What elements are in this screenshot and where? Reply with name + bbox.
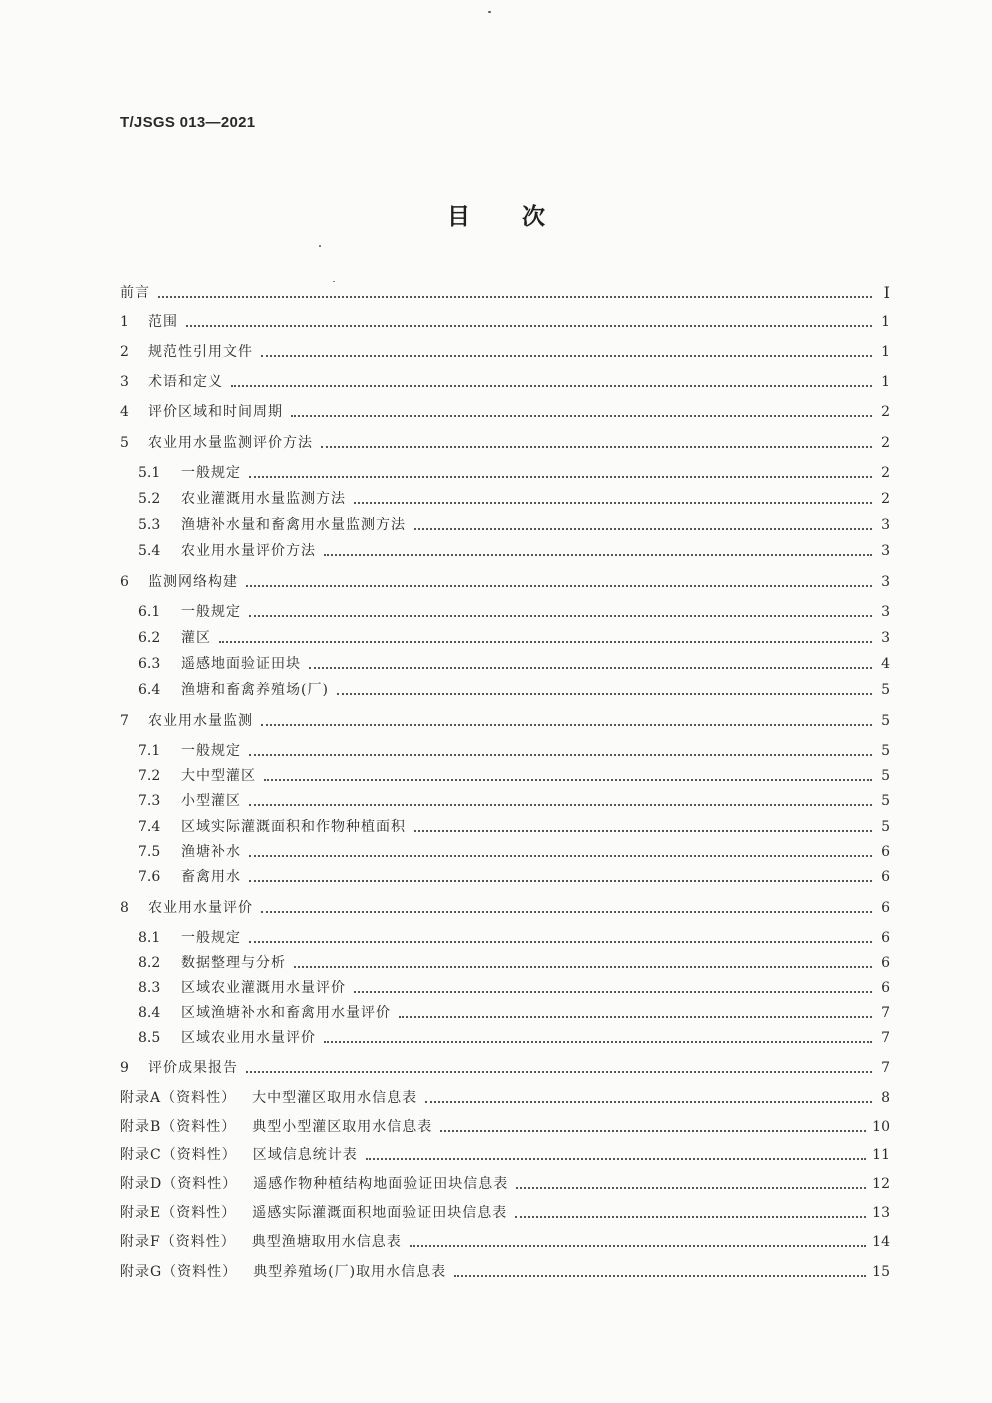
toc-entry-page-number: 5: [881, 743, 890, 759]
toc-entry-page-number: 13: [872, 1205, 890, 1221]
toc-entry[interactable]: [120, 1173, 890, 1195]
toc-entry-number: 附录G（资料性）: [120, 1264, 238, 1280]
toc-entry[interactable]: [138, 816, 890, 838]
toc-entry-label: 农业用水量评价方法: [181, 543, 316, 559]
toc-entry-number: 5.2: [138, 491, 161, 507]
toc-entry-label: 小型灌区: [181, 793, 241, 809]
toc-entry[interactable]: [120, 1144, 890, 1166]
toc-entry-number: 8.4: [138, 1005, 161, 1021]
toc-entry-number: 2: [120, 344, 129, 360]
toc-entry-label: 渔塘补水量和畜禽用水量监测方法: [181, 517, 406, 533]
toc-entry[interactable]: [138, 866, 890, 888]
toc-entry[interactable]: [138, 540, 890, 562]
toc-entry-number: 附录E（资料性）: [120, 1205, 237, 1221]
toc-dot-leader: [410, 1245, 866, 1247]
toc-entry-number: 1: [120, 314, 129, 330]
toc-entry-page-number: 6: [881, 980, 890, 996]
toc-dot-leader: [425, 1101, 872, 1103]
toc-entry-number: 附录B（资料性）: [120, 1119, 237, 1135]
toc-entry-label: 遥感实际灌溉面积地面验证田块信息表: [252, 1205, 508, 1221]
toc-entry[interactable]: [138, 952, 890, 974]
toc-entry[interactable]: [138, 1002, 890, 1024]
toc-entry-label: 畜禽用水: [181, 869, 241, 885]
toc-dot-leader: [366, 1158, 866, 1160]
toc-entry[interactable]: [120, 1087, 890, 1109]
toc-entry[interactable]: [120, 710, 890, 732]
toc-entry-label: 一般规定: [181, 465, 241, 481]
toc-entry-number: 8: [120, 900, 129, 916]
toc-entry[interactable]: [138, 790, 890, 812]
toc-entry-page-number: 3: [881, 517, 890, 533]
toc-entry[interactable]: [138, 627, 890, 649]
toc-entry-label: 区域信息统计表: [252, 1147, 358, 1163]
toc-entry-number: 7: [120, 713, 129, 729]
toc-entry-label: 区域农业灌溉用水量评价: [181, 980, 346, 996]
toc-entry[interactable]: [138, 927, 890, 949]
toc-entry-label: 评价区域和时间周期: [148, 404, 283, 420]
toc-dot-leader: [246, 1071, 872, 1073]
toc-entry-page-number: 2: [881, 491, 890, 507]
toc-dot-leader: [291, 415, 872, 417]
toc-dot-leader: [324, 554, 872, 556]
toc-entry-label: 前言: [120, 285, 150, 301]
toc-entry[interactable]: [138, 740, 890, 762]
scan-speck: [488, 11, 491, 13]
toc-entry-page-number: 1: [881, 374, 890, 390]
toc-entry[interactable]: [120, 897, 890, 919]
toc-entry-label: 农业用水量监测: [148, 713, 253, 729]
toc-entry-number: 6.1: [138, 604, 161, 620]
toc-dot-leader: [246, 585, 872, 587]
toc-entry-label: 区域农业用水量评价: [181, 1030, 316, 1046]
toc-entry[interactable]: [138, 1027, 890, 1049]
toc-entry-page-number: 15: [872, 1264, 890, 1280]
toc-entry-number: 7.5: [138, 844, 161, 860]
toc-dot-leader: [414, 830, 872, 832]
toc-entry-label: 农业用水量监测评价方法: [148, 435, 313, 451]
toc-entry-number: 6: [120, 574, 129, 590]
toc-entry[interactable]: [138, 488, 890, 510]
toc-entry-page-number: 3: [881, 604, 890, 620]
toc-entry[interactable]: [120, 1231, 890, 1253]
toc-entry[interactable]: [138, 977, 890, 999]
toc-entry-number: 5.1: [138, 465, 161, 481]
toc-entry-page-number: 7: [881, 1005, 890, 1021]
toc-entry-number: 7.2: [138, 768, 161, 784]
toc-entry-number: 5.4: [138, 543, 161, 559]
toc-entry[interactable]: [138, 653, 890, 675]
toc-entry-label: 范围: [148, 314, 178, 330]
toc-entry-page-number: 6: [881, 844, 890, 860]
toc-dot-leader: [249, 754, 872, 756]
toc-entry-label: 渔塘和畜禽养殖场(厂): [181, 682, 329, 698]
toc-entry-page-number: 6: [881, 900, 890, 916]
toc-entry-page-number: 1: [881, 344, 890, 360]
toc-entry-page-number: 6: [881, 869, 890, 885]
toc-entry-number: 6.2: [138, 630, 161, 646]
toc-dot-leader: [399, 1016, 872, 1018]
toc-entry-number: 9: [120, 1060, 129, 1076]
toc-entry-label: 区域渔塘补水和畜禽用水量评价: [181, 1005, 391, 1021]
toc-entry-page-number: 14: [872, 1234, 890, 1250]
toc-entry-label: 监测网络构建: [148, 574, 238, 590]
toc-dot-leader: [516, 1187, 866, 1189]
toc-entry-label: 规范性引用文件: [148, 344, 253, 360]
toc-entry-label: 区域实际灌溉面积和作物种植面积: [181, 819, 406, 835]
toc-entry-label: 数据整理与分析: [181, 955, 286, 971]
document-code: T/JSGS 013—2021: [120, 114, 256, 131]
toc-entry-page-number: 2: [881, 435, 890, 451]
toc-dot-leader: [354, 991, 872, 993]
toc-entry-number: 8.1: [138, 930, 161, 946]
toc-title: 目次: [447, 204, 597, 230]
toc-entry-number: 8.3: [138, 980, 161, 996]
toc-entry-page-number: 3: [881, 630, 890, 646]
toc-entry[interactable]: [138, 841, 890, 863]
toc-entry-label: 遥感地面验证田块: [181, 656, 301, 672]
toc-entry-label: 大中型灌区取用水信息表: [252, 1090, 418, 1106]
toc-entry-label: 典型渔塘取用水信息表: [251, 1234, 402, 1250]
toc-entry-page-number: 12: [872, 1176, 890, 1192]
toc-entry-page-number: 7: [881, 1060, 890, 1076]
toc-entry-number: 附录A（资料性）: [120, 1090, 237, 1106]
toc-entry-page-number: 11: [872, 1147, 890, 1163]
toc-entry-label: 典型小型灌区取用水信息表: [252, 1119, 433, 1135]
toc-dot-leader: [515, 1216, 866, 1218]
toc-entry-number: 7.4: [138, 819, 161, 835]
toc-entry-number: 4: [120, 404, 129, 420]
toc-entry-page-number: Ⅰ: [883, 283, 890, 302]
toc-entry-label: 术语和定义: [148, 374, 223, 390]
toc-entry-label: 评价成果报告: [148, 1060, 238, 1076]
toc-dot-leader: [219, 641, 872, 643]
toc-dot-leader: [249, 615, 872, 617]
toc-entry-number: 5: [120, 435, 129, 451]
toc-entry[interactable]: [120, 1116, 890, 1138]
toc-entry-page-number: 7: [881, 1030, 890, 1046]
toc-dot-leader: [231, 385, 872, 387]
toc-entry-number: 7.3: [138, 793, 161, 809]
toc-entry-label: 农业灌溉用水量监测方法: [181, 491, 346, 507]
toc-entry-page-number: 5: [881, 768, 890, 784]
toc-entry-page-number: 2: [881, 404, 890, 420]
toc-entry-label: 一般规定: [181, 930, 241, 946]
toc-entry-page-number: 4: [881, 656, 890, 672]
toc-entry[interactable]: [120, 432, 890, 454]
toc-dot-leader: [158, 296, 872, 298]
toc-dot-leader: [249, 476, 872, 478]
toc-dot-leader: [249, 941, 872, 943]
toc-entry[interactable]: [120, 401, 890, 423]
toc-entry[interactable]: [138, 601, 890, 623]
toc-entry-label: 农业用水量评价: [148, 900, 253, 916]
toc-dot-leader: [261, 911, 872, 913]
toc-entry-page-number: 2: [881, 465, 890, 481]
toc-entry-page-number: 5: [881, 682, 890, 698]
toc-dot-leader: [249, 804, 872, 806]
toc-entry-label: 一般规定: [181, 743, 241, 759]
toc-entry[interactable]: [138, 462, 890, 484]
toc-entry[interactable]: [120, 311, 890, 333]
toc-entry-page-number: 5: [881, 713, 890, 729]
toc-entry-page-number: 1: [881, 314, 890, 330]
toc-dot-leader: [337, 693, 872, 695]
scan-speck: [319, 245, 321, 247]
toc-dot-leader: [294, 966, 872, 968]
toc-dot-leader: [249, 855, 872, 857]
toc-dot-leader: [321, 446, 872, 448]
toc-entry-label: 渔塘补水: [181, 844, 241, 860]
toc-entry-page-number: 5: [881, 793, 890, 809]
toc-entry-number: 7.6: [138, 869, 161, 885]
toc-dot-leader: [440, 1130, 866, 1132]
toc-entry-page-number: 5: [881, 819, 890, 835]
toc-dot-leader: [354, 502, 872, 504]
toc-entry-label: 一般规定: [181, 604, 241, 620]
toc-entry[interactable]: [120, 282, 890, 304]
toc-entry-page-number: 6: [881, 955, 890, 971]
toc-entry-number: 6.3: [138, 656, 161, 672]
toc-entry[interactable]: [120, 341, 890, 363]
toc-entry[interactable]: [120, 1202, 890, 1224]
toc-entry-number: 3: [120, 374, 129, 390]
toc-entry[interactable]: [120, 371, 890, 393]
toc-entry[interactable]: [120, 571, 890, 593]
toc-entry-number: 7.1: [138, 743, 161, 759]
toc-entry-page-number: 6: [881, 930, 890, 946]
toc-entry-number: 附录F（资料性）: [120, 1234, 236, 1250]
toc-entry-label: 遥感作物种植结构地面验证田块信息表: [253, 1176, 509, 1192]
toc-dot-leader: [324, 1041, 872, 1043]
toc-dot-leader: [249, 880, 872, 882]
toc-entry-number: 8.2: [138, 955, 161, 971]
toc-entry-number: 6.4: [138, 682, 161, 698]
toc-dot-leader: [454, 1275, 866, 1277]
toc-entry-page-number: 3: [881, 543, 890, 559]
toc-entry-number: 5.3: [138, 517, 161, 533]
toc-entry-page-number: 10: [872, 1119, 890, 1135]
toc-dot-leader: [261, 355, 872, 357]
toc-entry[interactable]: [138, 765, 890, 787]
toc-entry-label: 典型养殖场(厂)取用水信息表: [253, 1264, 447, 1280]
toc-entry-number: 附录C（资料性）: [120, 1147, 237, 1163]
toc-entry-number: 附录D（资料性）: [120, 1176, 238, 1192]
toc-dot-leader: [261, 724, 872, 726]
toc-entry-page-number: 3: [881, 574, 890, 590]
toc-entry[interactable]: [120, 1261, 890, 1283]
toc-dot-leader: [186, 325, 872, 327]
toc-dot-leader: [309, 667, 872, 669]
toc-entry[interactable]: [138, 679, 890, 701]
toc-entry-number: 8.5: [138, 1030, 161, 1046]
toc-entry-page-number: 8: [881, 1090, 890, 1106]
toc-entry[interactable]: [138, 514, 890, 536]
toc-entry-label: 大中型灌区: [181, 768, 256, 784]
toc-entry[interactable]: [120, 1057, 890, 1079]
toc-dot-leader: [414, 528, 872, 530]
toc-dot-leader: [264, 779, 872, 781]
toc-entry-label: 灌区: [181, 630, 211, 646]
